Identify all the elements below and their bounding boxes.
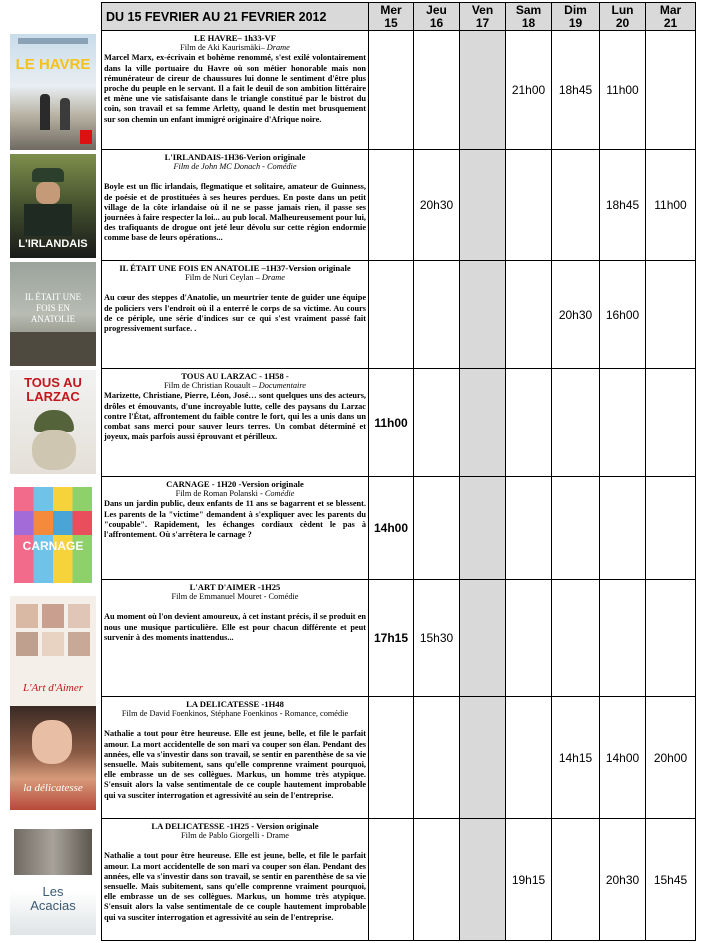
- showtime-lun: 16h00: [600, 261, 646, 369]
- showtime-lun: 11h00: [600, 31, 646, 150]
- showtime-dim: 18h45: [552, 31, 600, 150]
- showtime-sam: [506, 261, 552, 369]
- showtime-ven: [460, 580, 506, 697]
- showtime-mar: 11h00: [646, 150, 696, 261]
- showtime-ven: [460, 697, 506, 819]
- film-title: L'IRLANDAIS-1H36-Verion originale: [164, 152, 306, 162]
- poster-anatolie: [10, 262, 96, 366]
- day-name: Dim: [564, 2, 587, 17]
- showtime-ven: [460, 477, 506, 580]
- showtime-jeu: [414, 369, 460, 477]
- film-genre: Comédie: [264, 489, 295, 499]
- film-director: Film de Roman Polanski -: [175, 489, 265, 499]
- day-name: Mer: [380, 2, 402, 17]
- poster-title: TOUS AU LARZAC: [24, 375, 82, 404]
- film-description: [102, 477, 369, 580]
- day-header-lun: [600, 3, 646, 31]
- showtime-mer: 17h15: [369, 580, 414, 697]
- film-row-le-havre: [102, 31, 696, 150]
- showtime-dim: 20h30: [552, 261, 600, 369]
- film-row-irlandais: [102, 150, 696, 261]
- showtime-ven: [460, 819, 506, 941]
- day-header-dim: [552, 3, 600, 31]
- poster-acacias: [10, 823, 96, 935]
- showtime-mer: [369, 261, 414, 369]
- showtime-jeu: 15h30: [414, 580, 460, 697]
- film-synopsis: Marizette, Christiane, Pierre, Léon, José… sont quelques uns des acteurs, drôles et émouvants, d'une incroyable lutte, celle des paysans du Larzac contre l'État, affrontement du faible contre le fort, qui les a unis dans un combat sans merci pour sauver leurs terres. Un combat déterminé et joyeux, mais parfois aussi éprouvant et périlleux.: [104, 391, 366, 442]
- film-description: [102, 697, 369, 819]
- showtime-jeu: [414, 697, 460, 819]
- showtime-mer: 11h00: [369, 369, 414, 477]
- day-number: 20: [615, 15, 630, 30]
- showtime-mer: [369, 819, 414, 941]
- day-header-sam: [506, 3, 552, 31]
- showtime-mar: [646, 261, 696, 369]
- header-row: [102, 3, 696, 31]
- poster-title: LE HAVRE: [15, 56, 91, 73]
- showtime-mar: [646, 369, 696, 477]
- showtime-mer: 14h00: [369, 477, 414, 580]
- film-synopsis: Nathalie a tout pour être heureuse. Elle est jeune, belle, et file le parfait amour. La mort accidentelle de son mari va couper son élan. Pendant des années, elle va s'investir dans son travail, se sentir en parenthèse de sa vie sensuelle. Mais subitement, sans qu'elle comprenne vraiment pourquoi, elle embrasse un de ses collègues. Markus, un homme très atypique. S'ensuit alors la valse sentimentale de ce couple hautement improbable qui va susciter interrogation et agressivité au sein de l'entreprise.: [104, 851, 366, 922]
- showtime-dim: 14h15: [552, 697, 600, 819]
- film-description: [102, 150, 369, 261]
- showtime-sam: [506, 697, 552, 819]
- showtime-mar: [646, 580, 696, 697]
- film-credit: [104, 381, 366, 391]
- film-director: Film de John MC Donach - Comédie: [173, 162, 297, 172]
- day-number: 15: [384, 15, 398, 30]
- film-synopsis: Au cœur des steppes d'Anatolie, un meurtrier tente de guider une équipe de policiers vers l'endroit où il a enterré le corps de sa victime. Au cours de ce périple, une série d'indices sur ce qui s'est vraiment passé fait progressivement surface. .: [104, 293, 366, 334]
- film-credit: [104, 273, 366, 283]
- showtime-lun: 14h00: [600, 697, 646, 819]
- film-director: Film de Aki Kaurismäki–: [180, 43, 267, 53]
- day-header-mar: [646, 3, 696, 31]
- showtime-sam: [506, 580, 552, 697]
- showtime-mer: [369, 31, 414, 150]
- showtime-jeu: [414, 477, 460, 580]
- day-number: 21: [663, 15, 678, 30]
- film-credit: [104, 43, 366, 53]
- showtime-sam: 21h00: [506, 31, 552, 150]
- showtime-dim: [552, 369, 600, 477]
- film-row-anatolie: [102, 261, 696, 369]
- showtime-dim: [552, 580, 600, 697]
- poster-delicatesse: [10, 706, 96, 810]
- showtime-ven: [460, 369, 506, 477]
- day-header-mer: [369, 3, 414, 31]
- showtime-sam: 19h15: [506, 819, 552, 941]
- showtime-lun: [600, 477, 646, 580]
- day-number: 17: [475, 15, 490, 30]
- showtime-sam: [506, 477, 552, 580]
- showtime-mar: 20h00: [646, 697, 696, 819]
- showtime-lun: 18h45: [600, 150, 646, 261]
- film-director: Film de Christian Rouault –: [164, 381, 259, 391]
- film-description: [102, 31, 369, 150]
- poster-art-aimer: [10, 596, 96, 706]
- showtime-sam: [506, 369, 552, 477]
- day-name: Sam: [515, 2, 542, 17]
- film-row-carnage: [102, 477, 696, 580]
- showtime-ven: [460, 261, 506, 369]
- film-synopsis: Nathalie a tout pour être heureuse. Elle est jeune, belle, et file le parfait amour. La mort accidentelle de son mari va couper son élan. Pendant des années, elle va s'investir dans son travail, se sentir en parenthèse de sa vie sensuelle. Mais subitement, sans qu'elle comprenne vraiment pourquoi, elle embrasse un de ses collègues. Markus, un homme très atypique. S'ensuit alors la valse sentimentale de ce couple hautement improbable qui va susciter interrogation et agressivité au sein de l'entreprise.: [104, 729, 366, 800]
- day-header-jeu: [414, 3, 460, 31]
- day-number: 16: [429, 15, 444, 30]
- poster-larzac: [10, 370, 96, 474]
- poster-irlandais: [10, 154, 96, 258]
- film-synopsis: Marcel Marx, ex-écrivain et bohème renommé, s'est exilé volontairement dans la ville portuaire du Havre où son métier honorable mais non rémunérateur de cireur de chaussures lui donne le sentiment d'être plus proche du peuple en le servant. Il a fait le deuil de son ambition littéraire et mène une vie satisfaisante dans le triangle constitué par le bistrot du coin, son travail et sa femme Arletty, quand le destin met brusquement sur son chemin un enfant immigré originaire d'Afrique noire.: [104, 53, 366, 124]
- day-name: Jeu: [426, 2, 447, 17]
- film-row-art-aimer: [102, 580, 696, 697]
- film-credit: [104, 162, 366, 172]
- poster-title: CARNAGE: [22, 539, 84, 553]
- showtime-mar: 15h45: [646, 819, 696, 941]
- showtime-lun: 20h30: [600, 819, 646, 941]
- film-title: LA DELICATESSE -1H25 - Version originale: [151, 821, 319, 831]
- day-number: 19: [568, 15, 583, 30]
- showtime-mer: [369, 697, 414, 819]
- film-title: CARNAGE - 1H20 -Version originale: [166, 479, 304, 489]
- film-title: LA DELICATESSE -1H48: [186, 699, 284, 709]
- film-genre: Documentaire: [258, 381, 306, 391]
- poster-title: Les Acacias: [30, 884, 76, 913]
- showtime-jeu: [414, 261, 460, 369]
- day-name: Lun: [611, 2, 634, 17]
- showtime-lun: [600, 369, 646, 477]
- poster-carnage: [10, 481, 96, 591]
- film-director: Film de Nuri Ceylan –: [185, 273, 262, 283]
- poster-title: IL ÉTAIT UNE FOIS EN ANATOLIE: [24, 292, 82, 324]
- film-synopsis: Au moment où l'on devient amoureux, à cet instant précis, il se produit en nous une musique particulière. Elle est pour chacun différente et peut survenir à des moments inattendus...: [104, 612, 366, 642]
- day-name: Mar: [659, 2, 682, 17]
- film-genre: Drame: [261, 273, 285, 283]
- showtime-mar: [646, 31, 696, 150]
- poster-title: la délicatesse: [23, 782, 83, 794]
- film-title: LE HAVRE– 1h33-VF: [194, 33, 276, 43]
- film-description: [102, 261, 369, 369]
- showtime-jeu: [414, 31, 460, 150]
- film-title: IL ÉTAIT UNE FOIS EN ANATOLIE –1H37-Version originale: [119, 263, 351, 273]
- film-credit: Film de Emmanuel Mouret - Comédie: [171, 592, 299, 602]
- poster-title: L'IRLANDAIS: [18, 238, 88, 250]
- film-description: [102, 819, 369, 941]
- showtime-ven: [460, 31, 506, 150]
- showtime-lun: [600, 580, 646, 697]
- showtime-ven: [460, 150, 506, 261]
- film-synopsis: Boyle est un flic irlandais, flegmatique et solitaire, amateur de Guinness, de poésie et de prostituées à ses heures perdues. En poste dans un petit village de la côte irlandaise où il ne se passe jamais rien, il passe ses journées à faire respecter la loi... au pub local. Malheureusement pour lui, des trafiquants de drogue ont jeté leur dévolu sur cette région endormie comme base de leurs opérations...: [104, 182, 366, 243]
- film-row-delicatesse-vo: [102, 819, 696, 941]
- showtime-jeu: 20h30: [414, 150, 460, 261]
- poster-le-havre: [10, 34, 96, 150]
- poster-title: L'Art d'Aimer: [22, 682, 83, 694]
- day-header-ven: [460, 3, 506, 31]
- film-genre: Drame: [266, 43, 290, 53]
- showtime-dim: [552, 819, 600, 941]
- showtime-jeu: [414, 819, 460, 941]
- film-credit: Film de Pablo Giorgelli - Drame: [181, 831, 289, 841]
- showtime-dim: [552, 150, 600, 261]
- schedule-table: [101, 2, 696, 941]
- showtime-dim: [552, 477, 600, 580]
- film-row-delicatesse: [102, 697, 696, 819]
- film-row-larzac: [102, 369, 696, 477]
- showtime-mar: [646, 477, 696, 580]
- showtime-mer: [369, 150, 414, 261]
- film-credit: Film de David Foenkinos, Stéphane Foenkinos - Romance, comédie: [121, 709, 349, 719]
- film-credit: [104, 489, 366, 499]
- period-title: DU 15 FEVRIER AU 21 FEVRIER 2012: [102, 3, 369, 31]
- day-name: Ven: [471, 2, 494, 17]
- film-synopsis: Dans un jardin public, deux enfants de 11 ans se bagarrent et se blessent. Les parents de la "victime" demandent à s'expliquer avec les parents du "coupable". Rapidement, les échanges cordiaux cèdent le pas à l'affrontement. Où s'arrêtera le carnage ?: [104, 499, 366, 540]
- film-description: [102, 580, 369, 697]
- day-number: 18: [521, 15, 536, 30]
- showtime-sam: [506, 150, 552, 261]
- film-description: [102, 369, 369, 477]
- film-title: TOUS AU LARZAC - 1H58 -: [181, 371, 289, 381]
- film-title: L'ART D'AIMER -1H25: [189, 582, 281, 592]
